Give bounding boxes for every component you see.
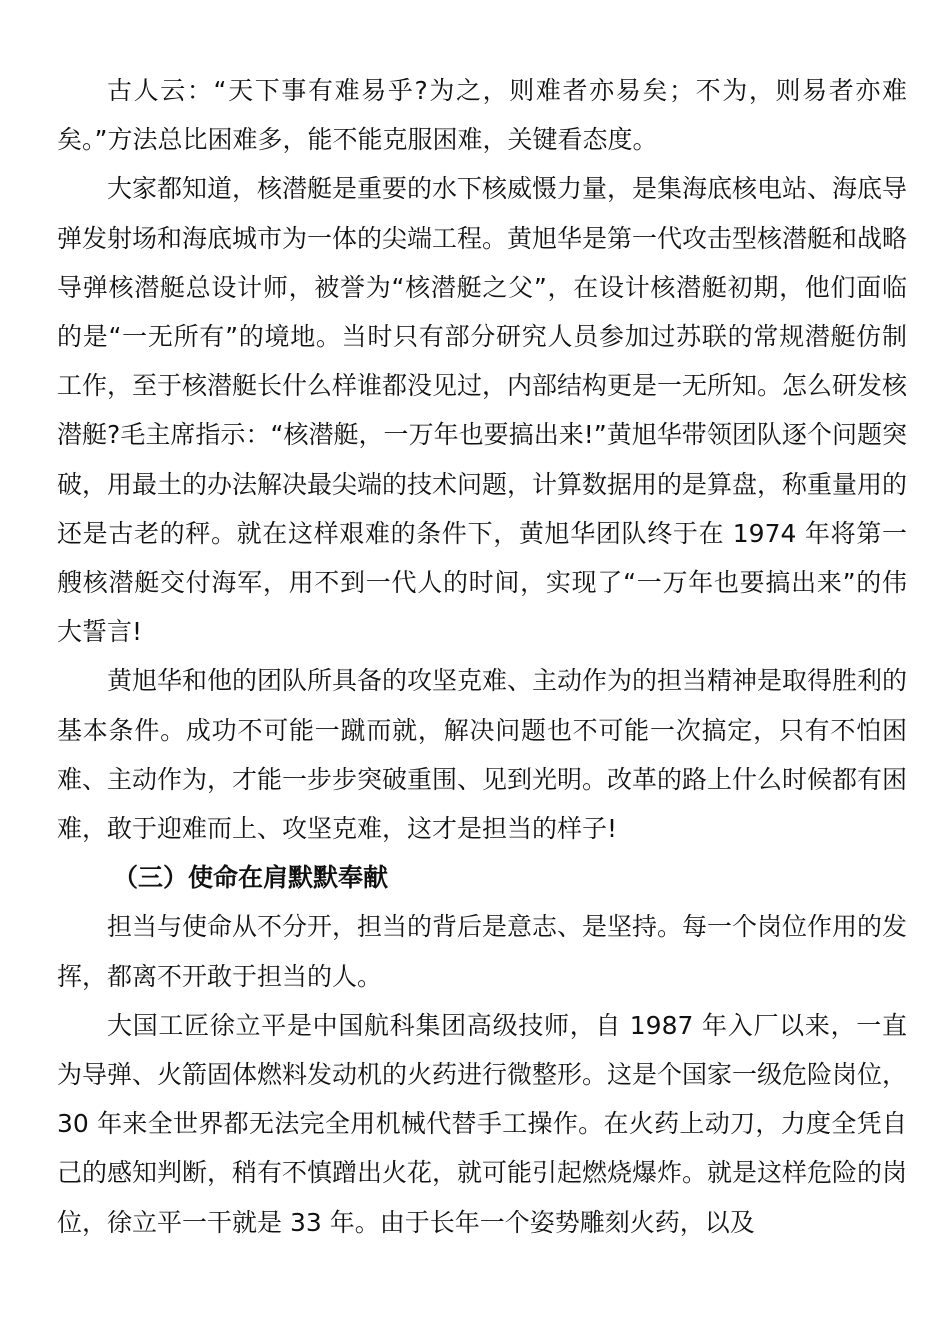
- paragraph-craftsman: 大国工匠徐立平是中国航科集团高级技师，自 1987 年入厂以来，一直为导弹、火箭固体燃料发动机的火药进行微整形。这是个国家一级危险岗位，30 年来全世界都无法完全用机械代替手工操作。在火药上动刀，力度全凭自己的感知判断，稍有不慎蹭出火花，就可能引起燃烧爆炸。就是这样危险的岗位，徐立平一干就是 33 年。由于长年一个姿势雕刻火药，以及: [57, 1010, 908, 1237]
- document-body: [57, 66, 907, 1247]
- paragraph-mission: 担当与使命从不分开，担当的背后是意志、是坚持。每一个岗位作用的发挥，都离不开敢于担当的人。: [57, 912, 908, 991]
- paragraph-quote: 古人云：“天下事有难易乎?为之，则难者亦易矣；不为，则易者亦难矣。”方法总比困难多，能不能克服困难，关键看态度。: [57, 76, 907, 155]
- paragraph-team-spirit: 黄旭华和他的团队所具备的攻坚克难、主动作为的担当精神是取得胜利的基本条件。成功不可能一蹴而就，解决问题也不可能一次搞定，只有不怕困难、主动作为，才能一步步突破重围、见到光明。改革的路上什么时候都有困难，敢于迎难而上、攻坚克难，这才是担当的样子!: [57, 666, 908, 844]
- paragraph-submarine: 大家都知道，核潜艇是重要的水下核威慑力量，是集海底核电站、海底导弹发射场和海底城市为一体的尖端工程。黄旭华是第一代攻击型核潜艇和战略导弹核潜艇总设计师，被誉为“核潜艇之父”，在设计核潜艇初期，他们面临的是“一无所有”的境地。当时只有部分研究人员参加过苏联的常规潜艇仿制工作，至于核潜艇长什么样谁都没见过，内部结构更是一无所知。怎么研发核潜艇?毛主席指示：“核潜艇，一万年也要搞出来!”黄旭华带领团队逐个问题突破，用最土的办法解决最尖端的技术问题，计算数据用的是算盘，称重量用的还是古老的秤。就在这样艰难的条件下，黄旭华团队终于在 1974 年将第一艘核潜艇交付海军，用不到一代人的时间，实现了“一万年也要搞出来”的伟大誓言!: [57, 174, 908, 647]
- section-heading: （三）使命在肩默默奉献: [113, 863, 389, 893]
